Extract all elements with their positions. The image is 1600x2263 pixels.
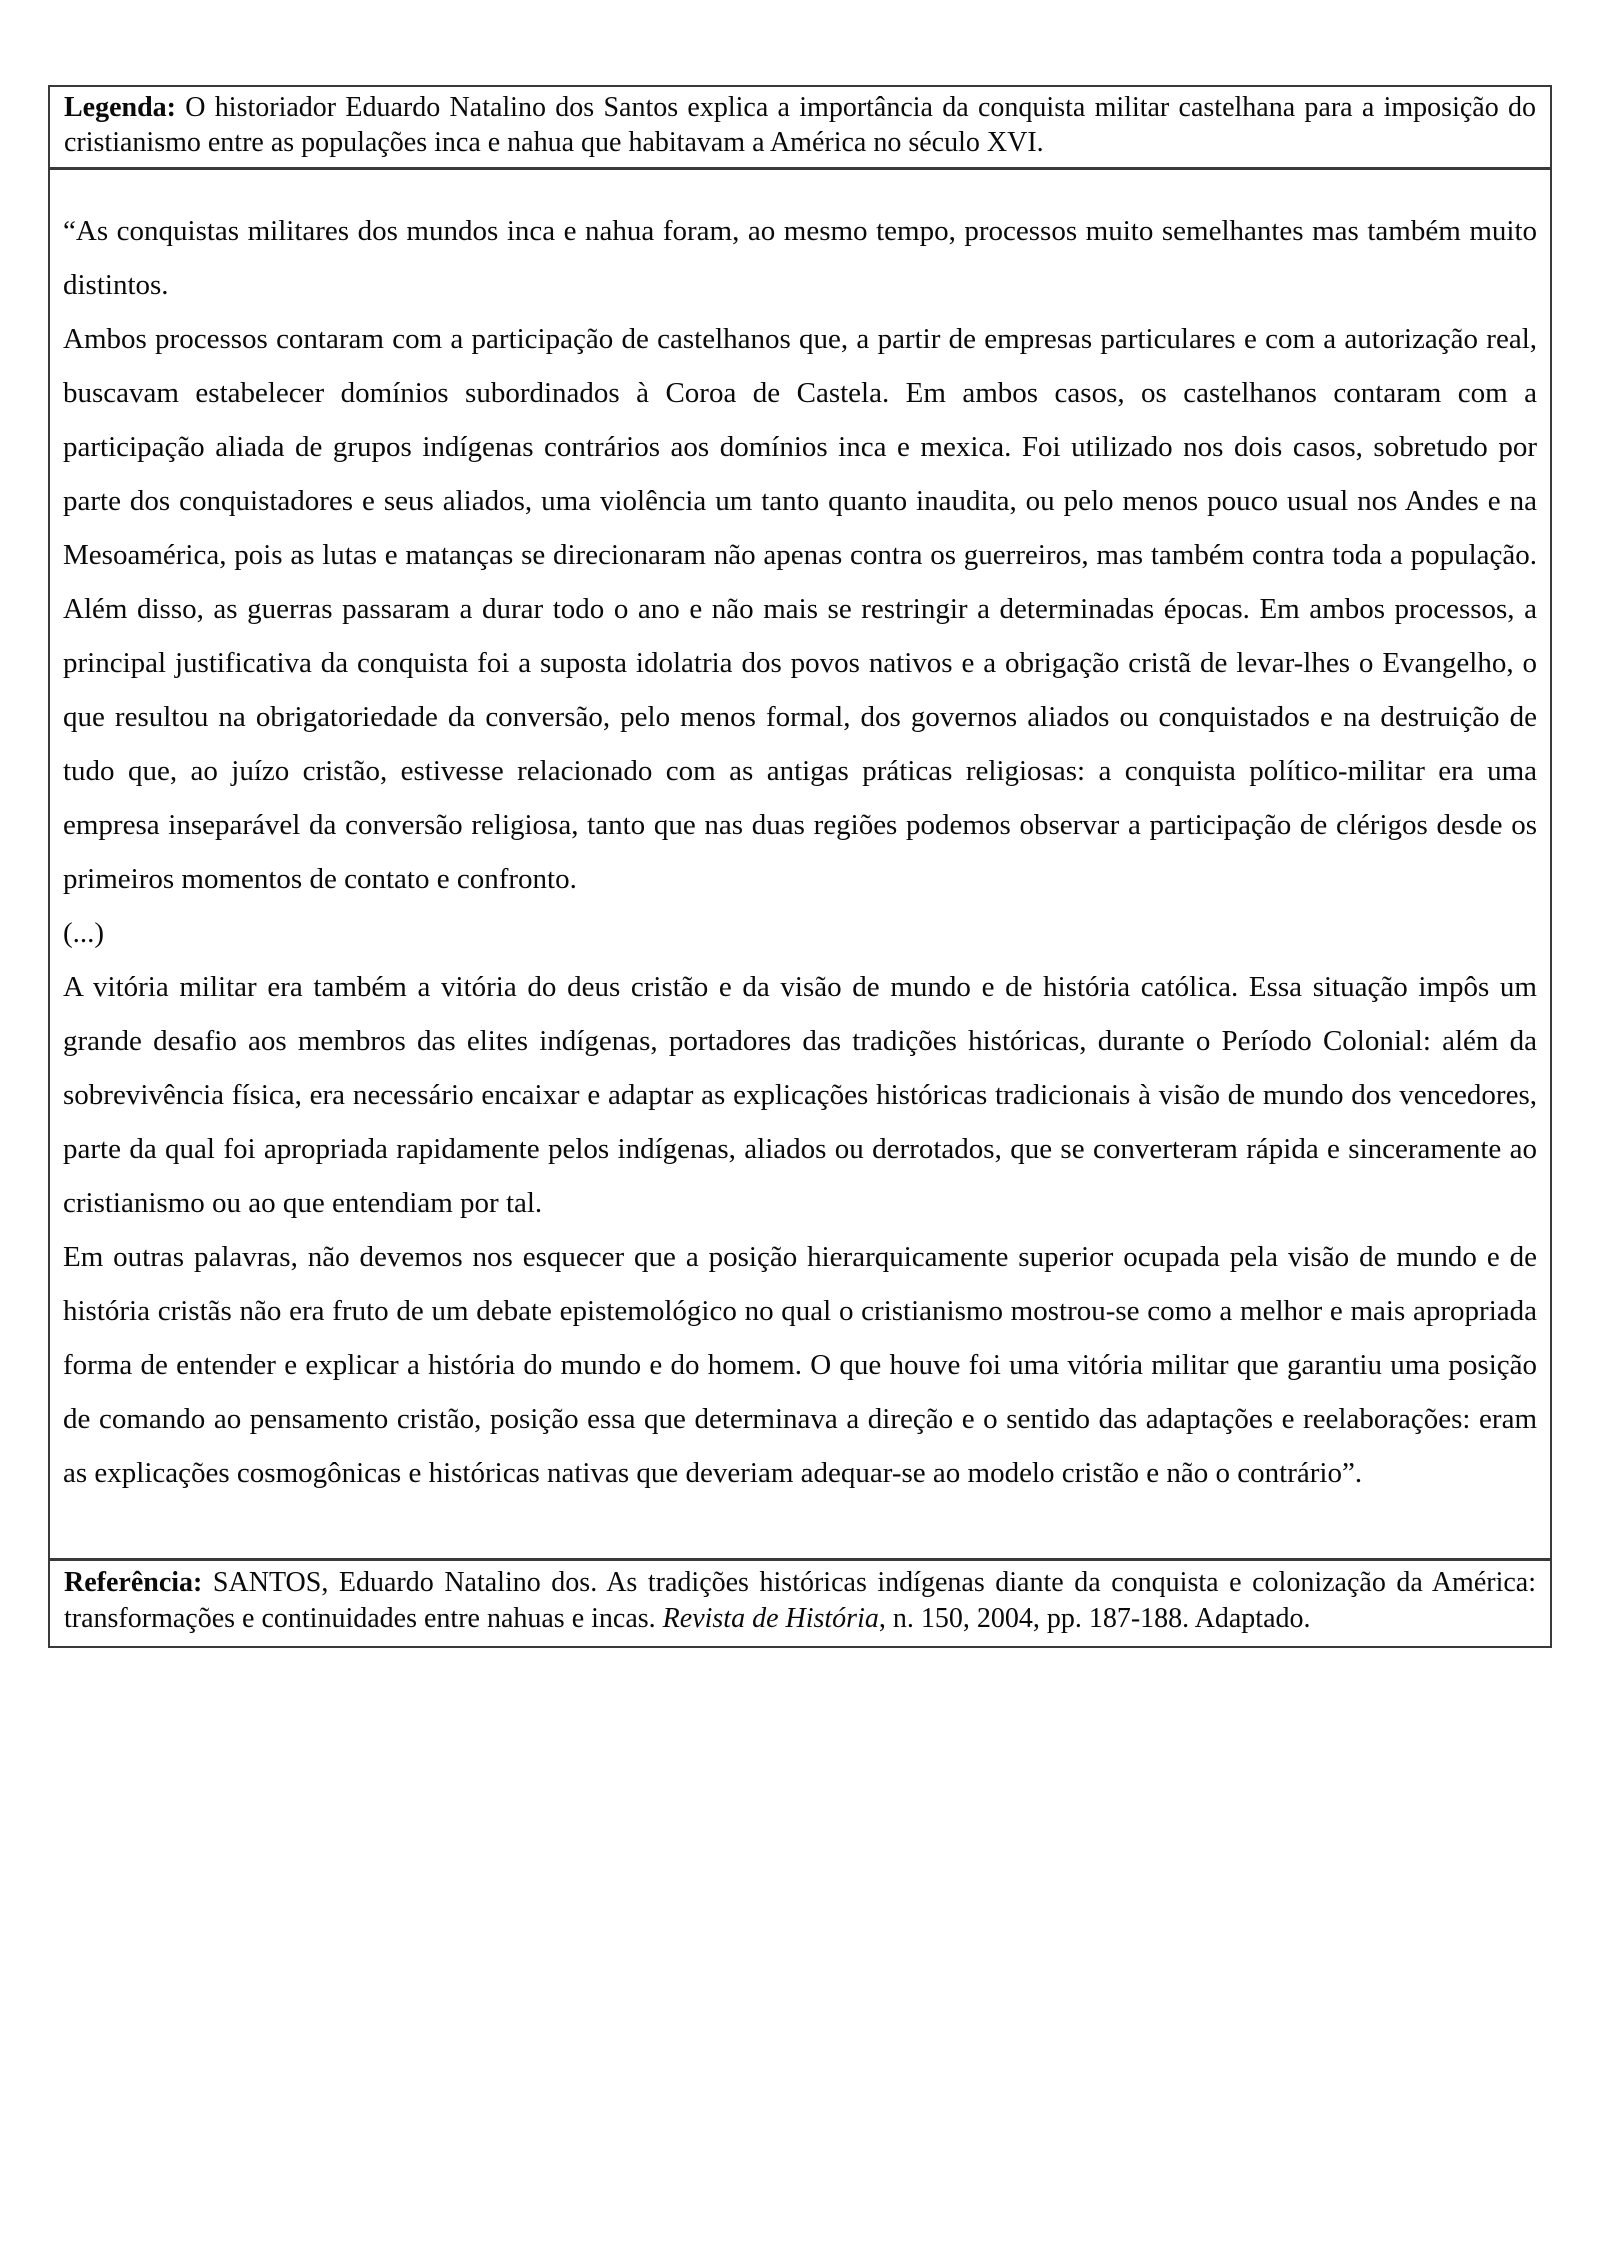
quote-paragraph: Ambos processos contaram com a participação de castelhanos que, a partir de empresas particulares e com a autorização real, buscavam estabelecer domínios subordinados à Coroa de Castela. Em ambos casos, os castelhanos contaram com a participação aliada de grupos indígenas contrários aos domínios inca e mexica. Foi utilizado nos dois casos, sobretudo por parte dos conquistadores e seus aliados, uma violência um tanto quanto inaudita, ou pelo menos pouco usual nos Andes e na Mesoamérica, pois as lutas e matanças se direcionaram não apenas contra os guerreiros, mas também contra toda a população. Além disso, as guerras passaram a durar todo o ano e não mais se restringir a determinadas épocas. Em ambos processos, a principal justificativa da conquista foi a suposta idolatria dos povos nativos e a obrigação cristã de levar-lhes o Evangelho, o que resultou na obrigatoriedade da conversão, pelo menos formal, dos governos aliados ou conquistados e na destruição de tudo que, ao juízo cristão, estivesse relacionado com as antigas práticas religiosas: a conquista político-militar era uma empresa inseparável da conversão religiosa, tanto que nas duas regiões podemos observar a participação de clérigos desde os primeiros momentos de contato e confronto.: [63, 323, 1537, 895]
quote-box: [48, 168, 1552, 1560]
reference-box: [48, 1559, 1552, 1648]
quote-paragraph: A vitória militar era também a vitória do deus cristão e da visão de mundo e de história católica. Essa situação impôs um grande desafio aos membros das elites indígenas, portadores das tradições históricas, durante o Período Colonial: além da sobrevivência física, era necessário encaixar e adaptar as explicações históricas tradicionais à visão de mundo dos vencedores, parte da qual foi apropriada rapidamente pelos indígenas, aliados ou derrotados, que se converteram rápida e sinceramente ao cristianismo ou ao que entendiam por tal.: [63, 971, 1537, 1219]
reference-journal-title: Revista de História: [662, 1603, 879, 1634]
quote-paragraph: Em outras palavras, não devemos nos esquecer que a posição hierarquicamente superior ocupada pela visão de mundo e de história cristãs não era fruto de um debate epistemológico no qual o cristianismo mostrou-se como a melhor e mais apropriada forma de entender e explicar a história do mundo e do homem. O que houve foi uma vitória militar que garantiu uma posição de comando ao pensamento cristão, posição essa que determinava a direção e o sentido das adaptações e reelaborações: eram as explicações cosmogônicas e históricas nativas que deveriam adequar-se ao modelo cristão e não o contrário”.: [63, 1241, 1537, 1489]
legend-text: O historiador Eduardo Natalino dos Santos explica a importância da conquista militar castelhana para a imposição do cristianismo entre as populações inca e nahua que habitavam a América no século XVI.: [64, 92, 1536, 158]
reference-text-before-italic: SANTOS, Eduardo Natalino dos. As tradições históricas indígenas diante da conquista e colonização da América: transformações e continuidades entre nahuas e incas.: [64, 1567, 1536, 1634]
quote-paragraph: “As conquistas militares dos mundos inca e nahua foram, ao mesmo tempo, processos muito semelhantes mas também muito distintos.: [63, 215, 1537, 301]
legend-box: [48, 85, 1552, 169]
reference-text-after-italic: , n. 150, 2004, pp. 187-188. Adaptado.: [878, 1603, 1311, 1634]
quote-paragraph: (...): [63, 917, 105, 949]
document-page: [48, 85, 1552, 1648]
reference-label: Referência:: [64, 1567, 203, 1598]
legend-label: Legenda:: [64, 92, 176, 123]
